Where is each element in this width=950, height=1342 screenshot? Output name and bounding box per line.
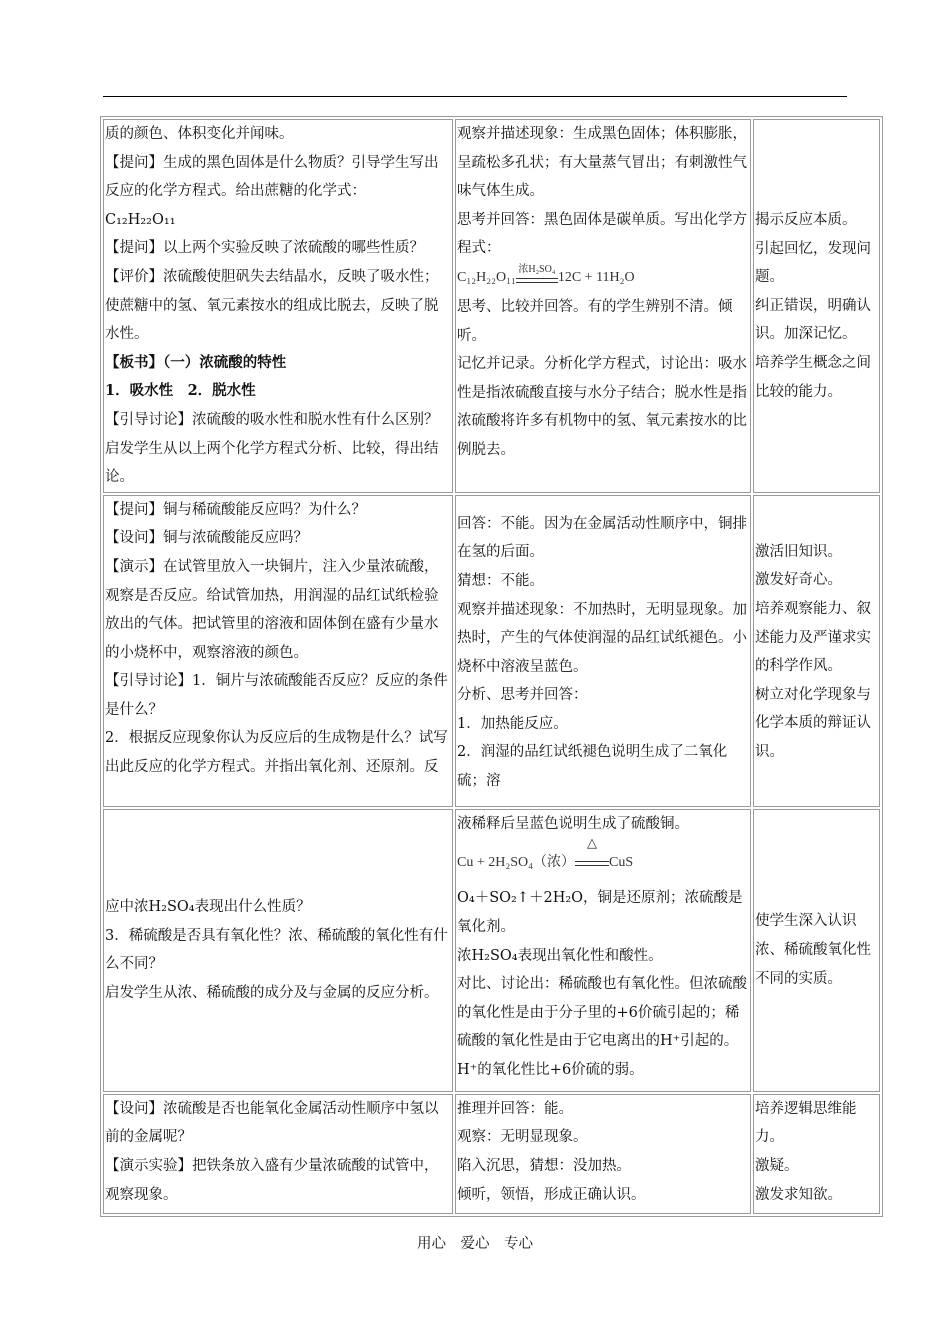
student-activity-cell (455, 1094, 751, 1214)
answer-text: 回答：不能。因为在金属活动性顺序中，铜排在氢的后面。 (457, 515, 747, 561)
student-activity-cell (455, 119, 751, 493)
intent-text: 揭示反应本质。 (755, 212, 857, 228)
equation-product: 12C + 11H₂O (557, 269, 635, 285)
copper-equation (457, 835, 749, 884)
equation-reactant: C₁₂H₂₂O₁₁ (457, 269, 516, 285)
design-intent-cell (753, 809, 880, 1092)
design-intent-cell (753, 495, 880, 807)
answer-text: O₄＋SO₂↑＋2H₂O，铜是还原剂；浓硫酸是氧化剂。 (457, 890, 743, 935)
intent-text: 纠正错误，明确认识。加深记忆。 (755, 297, 871, 343)
guidance-text: 启发学生从浓、稀硫酸的成分及与金属的反应分析。 (105, 984, 439, 1001)
teacher-activity-cell (103, 809, 453, 1092)
answer-text: 思考、比较并回答。有的学生辨别不清。倾听。 (457, 298, 733, 344)
question-text: 应中浓H₂SO₄表现出什么性质？ (105, 899, 311, 916)
demo-text: 【演示】在试管里放入一块铜片，注入少量浓硫酸，观察是否反应。给试管加热，用润湿的品红试纸检验放出的气体。把试管里的溶液和固体倒在盛有少量水的小烧杯中，观察溶液的颜色。 (105, 558, 439, 661)
teacher-activity-cell (103, 495, 453, 807)
demo-text: 【演示实验】把铁条放入盛有少量浓硫酸的试管中，观察现象。 (105, 1157, 439, 1203)
teacher-activity-cell (103, 1094, 453, 1214)
answer-text: 浓H₂SO₄表现出氧化性和酸性。 (457, 947, 663, 964)
answer-text: 记忆并记录。分析化学方程式，讨论出：吸水性是指浓硫酸直接与水分子结合；脱水性是指浓硫酸将许多有机物中的氢、氧元素按水的比例脱去。 (457, 356, 747, 458)
equation-reactant: Cu + 2H₂SO₄（浓） (457, 855, 576, 871)
evaluation-text: 【评价】浓硫酸使胆矾失去结晶水，反映了吸水性；使蔗糖中的氢、氧元素按水的组成比脱去，反映了脱水性。 (105, 268, 439, 343)
page-footer: 用心 爱心 专心 (417, 1236, 533, 1252)
question-text: 【提问】铜与稀硫酸能反应吗？为什么？ (105, 501, 366, 518)
answer-text: 推理并回答：能。 (457, 1100, 573, 1117)
intent-text: 树立对化学现象与化学本质的辩证认识。 (755, 686, 871, 760)
intent-text: 培养逻辑思维能力。 (755, 1100, 857, 1146)
intent-text: 使学生深入认识浓、稀硫酸氧化性不同的实质。 (755, 913, 871, 987)
equation-condition: △ (587, 835, 598, 851)
answer-text: 2．润湿的品红试纸褪色说明生成了二氧化硫；溶 (457, 744, 728, 790)
student-activity-cell (455, 809, 751, 1092)
answer-text: 倾听，领悟，形成正确认识。 (457, 1186, 646, 1203)
question-text: 【设问】浓硫酸是否也能氧化金属活动性顺序中氢以前的金属呢？ (105, 1100, 439, 1146)
answer-text: 液稀释后呈蓝色说明生成了硫酸铜。 (457, 815, 689, 832)
board-items: 1．吸水性 2．脱水性 (105, 382, 256, 400)
discussion-text: 2．根据反应现象你认为反应后的生成物是什么？试写出此反应的化学方程式。并指出氧化剂、还原剂。反 (105, 730, 448, 776)
intent-text: 培养观察能力、叙述能力及严谨求实的科学作风。 (755, 600, 871, 675)
design-intent-cell (753, 119, 880, 493)
answer-text: 1．加热能反应。 (457, 715, 568, 732)
teacher-activity-cell (103, 119, 453, 493)
intent-text: 激发好奇心。 (755, 572, 842, 589)
formula-sucrose: C₁₂H₂₂O₁₁ (105, 211, 176, 228)
intent-text: 激发求知欲。 (755, 1186, 842, 1203)
equation-condition: 浓H₂SO₄ (518, 263, 556, 275)
text-line: 质的颜色、体积变化并闻味。 (105, 126, 294, 142)
table-row (103, 1094, 880, 1214)
answer-text: 观察：无明显现象。 (457, 1129, 588, 1146)
intent-text: 激疑。 (755, 1157, 799, 1174)
question-text: 3．稀硫酸是否具有氧化性？浓、稀硫酸的氧化性有什么不同？ (105, 927, 448, 973)
discussion-result-text: 对比、讨论出：稀硫酸也有氧化性。但浓硫酸的氧化性是由于分子里的+6价硫引起的；稀硫酸的氧化性是由于它电离出的H⁺引起的。H⁺的氧化性比+6价硫的弱。 (457, 976, 747, 1078)
intent-text: 培养学生概念之间比较的能力。 (755, 354, 871, 400)
equation-arrow (575, 835, 609, 884)
table-row (103, 809, 880, 1092)
design-intent-cell (753, 1094, 880, 1214)
question-text: 【提问】生成的黑色固体是什么物质？引导学生写出反应的化学方程式。给出蔗糖的化学式： (105, 154, 439, 200)
intent-text: 激活旧知识。 (755, 543, 842, 560)
equation-arrow (516, 263, 558, 293)
intent-text: 引起回忆，发现问题。 (755, 240, 871, 286)
discussion-text: 【引导讨论】浓硫酸的吸水性和脱水性有什么区别？启发学生从以上两个化学方程式分析、比较，得出结论。 (105, 411, 439, 486)
answer-text: 陷入沉思，猜想：没加热。 (457, 1157, 631, 1174)
header-rule (103, 96, 847, 97)
dehydration-equation (457, 263, 749, 293)
student-activity-cell (455, 495, 751, 807)
observation-text: 观察并描述现象：生成黑色固体；体积膨胀，呈疏松多孔状；有大量蒸气冒出；有刺激性气味气体生成。 (457, 126, 747, 200)
table-row (103, 495, 880, 807)
answer-text: 思考并回答：黑色固体是碳单质。写出化学方程式： (457, 211, 747, 257)
answer-text: 分析、思考并回答： (457, 687, 588, 704)
lesson-plan-table (100, 116, 883, 1217)
question-text: 【设问】铜与浓硫酸能反应吗？ (105, 530, 308, 547)
observation-text: 观察并描述现象：不加热时，无明显现象。加热时，产生的气体使润湿的品红试纸褪色。小烧杯中溶液呈蓝色。 (457, 601, 747, 675)
discussion-text: 【引导讨论】1．铜片与浓硫酸能否反应？反应的条件是什么？ (105, 673, 448, 718)
table-row (103, 119, 880, 493)
question-text: 【提问】以上两个实验反映了浓硫酸的哪些性质？ (105, 240, 424, 257)
answer-text: 猜想：不能。 (457, 572, 544, 589)
equation-product: CuS (609, 855, 634, 871)
board-heading: 【板书】（一）浓硫酸的特性 (105, 353, 287, 371)
